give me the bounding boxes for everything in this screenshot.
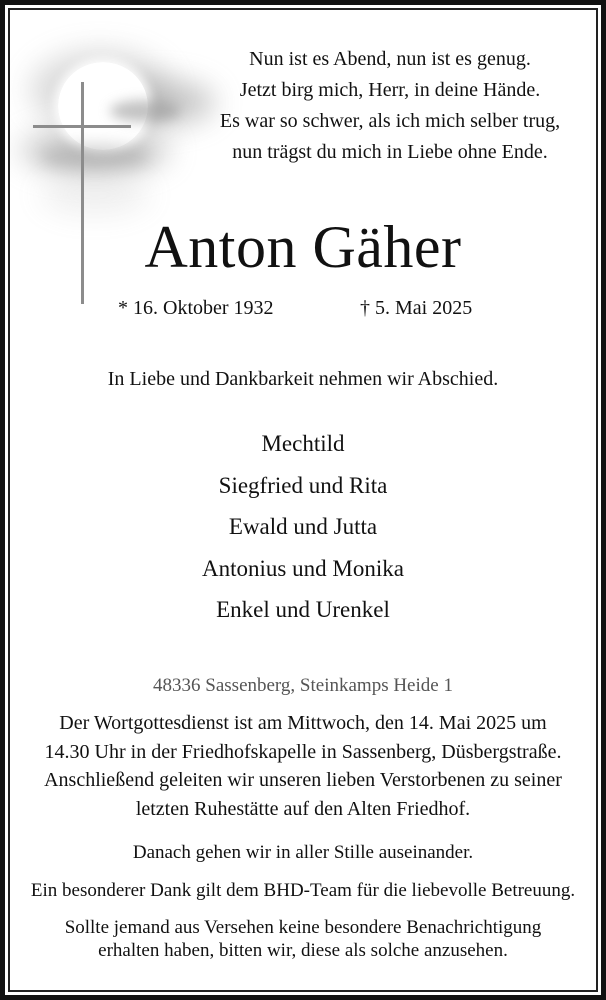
address: 48336 Sassenberg, Steinkamps Heide 1 xyxy=(153,675,453,696)
notification-note xyxy=(10,916,596,962)
deceased-name: Anton Gäher xyxy=(144,214,462,280)
family-member: Antonius und Monika xyxy=(202,555,404,581)
service-line: Anschließend geleiten wir unseren lieben Verstorbenen zu seiner xyxy=(44,769,562,791)
service-line: Der Wortgottesdienst ist am Mittwoch, den 14. Mai 2025 um xyxy=(59,712,547,734)
cloud-shape xyxy=(110,100,180,122)
closing-thanks: Ein besonderer Dank gilt dem BHD-Team für die liebevolle Betreuung. xyxy=(30,880,576,901)
family-list xyxy=(10,423,596,631)
family-member: Ewald und Jutta xyxy=(228,514,378,539)
obituary-card xyxy=(8,8,598,992)
cross-horizontal-bar xyxy=(33,125,131,128)
note-line: Sollte jemand aus Versehen keine besondere Benachrichtigung xyxy=(64,917,542,938)
cloud-shape xyxy=(40,145,150,170)
note-line: erhalten haben, bitten wir, diese als solche anzusehen. xyxy=(98,940,508,961)
cloud-shape xyxy=(30,50,170,130)
closing-stille: Danach gehen wir in aller Stille auseinander. xyxy=(132,842,474,863)
cross-vertical-bar xyxy=(81,82,84,304)
poem-line: Nun ist es Abend, nun ist es genug. xyxy=(249,48,531,70)
birth-date: * 16. Oktober 1932 xyxy=(118,297,274,319)
death-date: † 5. Mai 2025 xyxy=(360,297,473,319)
poem xyxy=(192,44,588,168)
service-info xyxy=(10,709,596,823)
farewell-intro: In Liebe und Dankbarkeit nehmen wir Abschied. xyxy=(107,368,499,390)
poem-line: Es war so schwer, als ich mich selber trug, xyxy=(219,110,561,132)
family-member: Siegfried und Rita xyxy=(218,472,388,498)
cloud-shape xyxy=(20,128,170,173)
service-line: letzten Ruhestätte auf den Alten Friedhof. xyxy=(135,797,471,820)
poem-line: Jetzt birg mich, Herr, in deine Hände. xyxy=(239,79,541,101)
family-member: Enkel und Urenkel xyxy=(216,597,390,622)
poem-line: nun trägst du mich in Liebe ohne Ende. xyxy=(232,141,548,163)
service-line: 14.30 Uhr in der Friedhofskapelle in Sassenberg, Düsbergstraße. xyxy=(44,740,562,763)
family-member: Mechtild xyxy=(261,431,345,456)
cloud-shape xyxy=(40,175,150,215)
moon-shape xyxy=(58,62,148,150)
